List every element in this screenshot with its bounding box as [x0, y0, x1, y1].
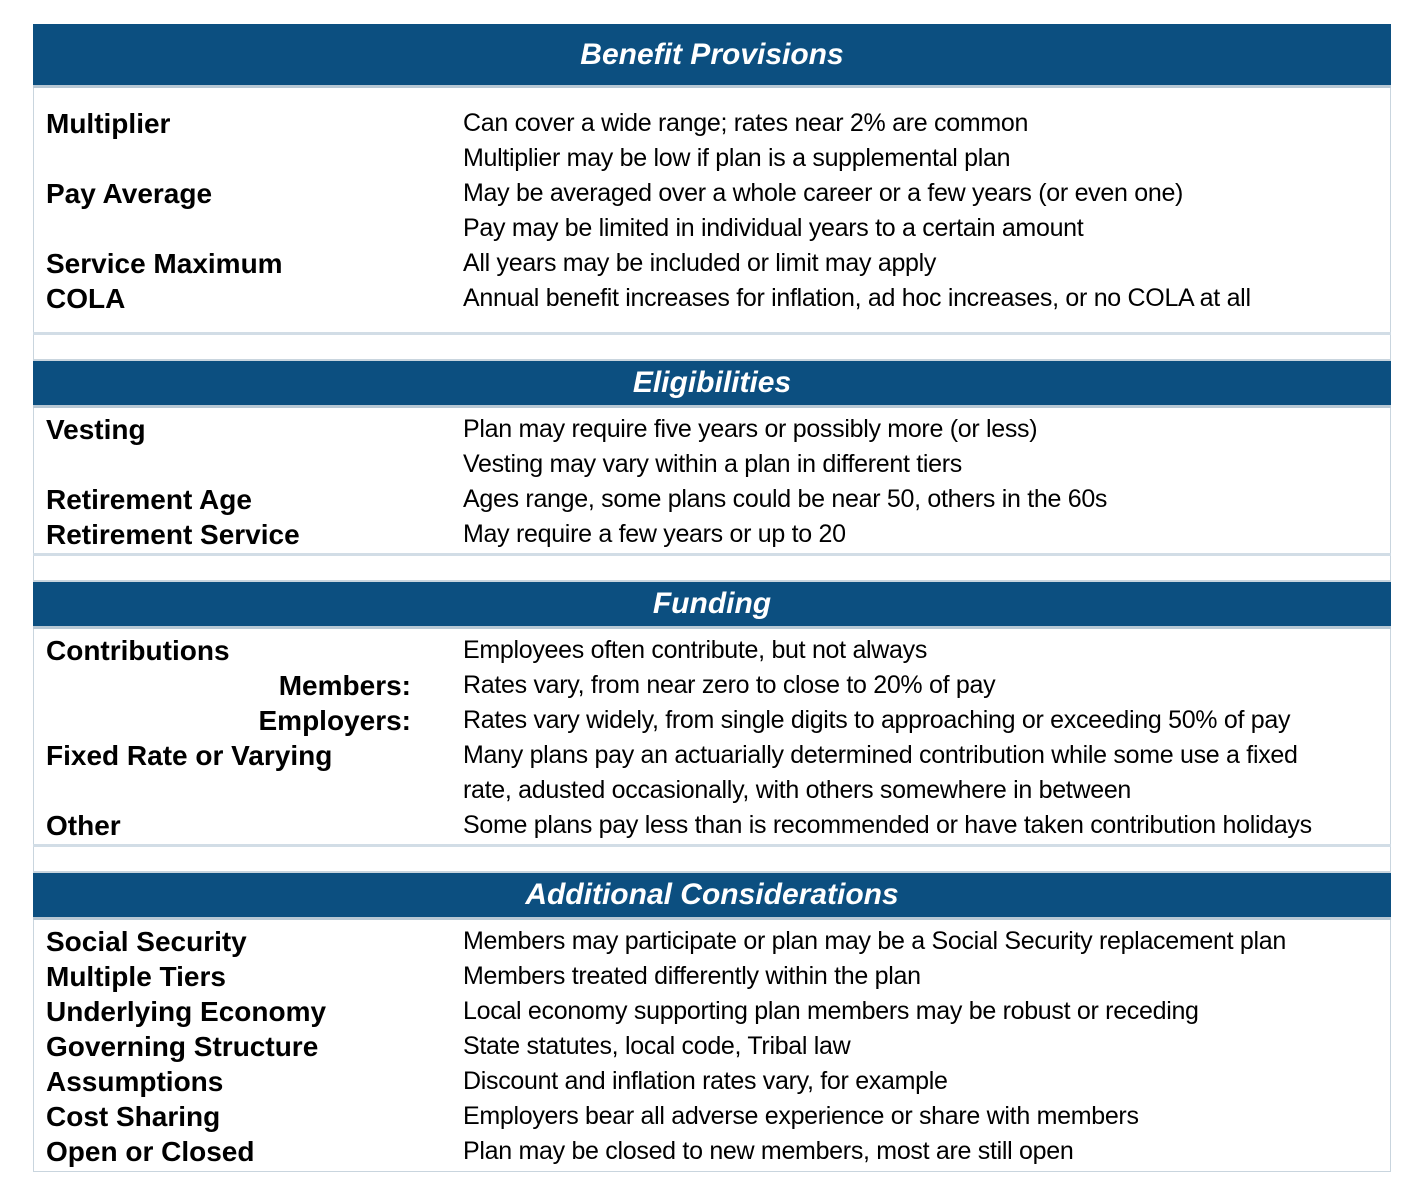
table-row [33, 106, 1391, 141]
row-label: Pay Average [46, 178, 213, 209]
row-label: Other [46, 810, 121, 841]
section-body-additional-considerations [33, 924, 1391, 1169]
section-divider [33, 332, 1391, 335]
section-divider [33, 553, 1391, 556]
row-label: Service Maximum [46, 248, 283, 279]
section-header-eligibilities [33, 359, 1391, 408]
row-value: Employees often contribute, but not always [463, 636, 928, 664]
row-value: Many plans pay an actuarially determined contribution while some use a fixed [463, 741, 1298, 769]
row-value: Plan may be closed to new members, most are still open [463, 1137, 1074, 1165]
section-body-eligibilities [33, 412, 1391, 552]
row-value: Rates vary widely, from single digits to approaching or exceeding 50% of pay [463, 706, 1291, 734]
table-row [33, 482, 1391, 517]
row-value: Can cover a wide range; rates near 2% are common [463, 109, 1029, 137]
row-value: Members treated differently within the plan [463, 962, 921, 990]
table-row [33, 738, 1391, 773]
row-label: Assumptions [46, 1066, 224, 1097]
section-header-additional-considerations [33, 871, 1391, 920]
table-row [33, 246, 1391, 281]
row-label: Open or Closed [46, 1136, 255, 1167]
table-row [33, 281, 1391, 316]
table-row [33, 141, 1391, 176]
row-value: All years may be included or limit may apply [463, 249, 937, 277]
table-row [33, 211, 1391, 246]
row-label: Vesting [46, 414, 146, 445]
row-value: May be averaged over a whole career or a few years (or even one) [463, 179, 1184, 207]
row-label: Contributions [46, 635, 230, 666]
row-label: Governing Structure [46, 1031, 319, 1062]
table-row [33, 808, 1391, 843]
row-value: Local economy supporting plan members may be robust or receding [463, 997, 1199, 1025]
row-value: Vesting may vary within a plan in different tiers [463, 450, 962, 478]
table-row [33, 924, 1391, 959]
row-value: State statutes, local code, Tribal law [463, 1032, 851, 1060]
section-title: Eligibilities [632, 366, 792, 399]
row-value: Annual benefit increases for inflation, ad hoc increases, or no COLA at all [463, 284, 1251, 312]
table-row [33, 447, 1391, 482]
table-row [33, 959, 1391, 994]
row-label: Cost Sharing [46, 1101, 221, 1132]
table-row [33, 703, 1391, 738]
table-row [33, 1029, 1391, 1064]
row-label: Employers: [258, 705, 411, 736]
row-label: Social Security [46, 926, 247, 957]
section-divider [33, 844, 1391, 847]
table-row [33, 1064, 1391, 1099]
table-row [33, 633, 1391, 668]
row-label: Multiplier [46, 108, 171, 139]
section-header-funding [33, 580, 1391, 629]
section-body-funding [33, 633, 1391, 843]
row-label: COLA [46, 283, 126, 314]
row-value: rate, adusted occasionally, with others somewhere in between [463, 776, 1132, 804]
row-value: May require a few years or up to 20 [463, 520, 846, 548]
row-label: Underlying Economy [46, 996, 327, 1027]
table-row [33, 668, 1391, 703]
section-header-benefit-provisions [33, 24, 1391, 88]
row-label: Members: [278, 670, 411, 701]
table-row [33, 1099, 1391, 1134]
row-value: Employers bear all adverse experience or share with members [463, 1102, 1139, 1130]
row-label: Fixed Rate or Varying [46, 740, 333, 771]
row-value: Pay may be limited in individual years to a certain amount [463, 214, 1084, 242]
row-value: Multiplier may be low if plan is a supplemental plan [463, 144, 1011, 172]
row-label: Retirement Service [46, 519, 300, 550]
row-value: Some plans pay less than is recommended or have taken contribution holidays [463, 811, 1312, 839]
row-value: Discount and inflation rates vary, for example [463, 1067, 948, 1095]
section-title: Benefit Provisions [580, 37, 844, 71]
row-value: Members may participate or plan may be a Social Security replacement plan [463, 927, 1286, 955]
section-title: Funding [652, 587, 772, 620]
row-label: Retirement Age [46, 484, 252, 515]
row-value: Rates vary, from near zero to close to 20% of pay [463, 671, 996, 699]
table-row [33, 1134, 1391, 1169]
row-value: Plan may require five years or possibly more (or less) [463, 415, 1038, 443]
table-row [33, 773, 1391, 808]
section-title: Additional Considerations [525, 878, 899, 911]
row-label: Multiple Tiers [46, 961, 226, 992]
table-row [33, 176, 1391, 211]
table-row [33, 412, 1391, 447]
table-row [33, 517, 1391, 552]
section-body-benefit-provisions [33, 106, 1391, 316]
row-value: Ages range, some plans could be near 50, others in the 60s [463, 485, 1108, 513]
table-row [33, 994, 1391, 1029]
